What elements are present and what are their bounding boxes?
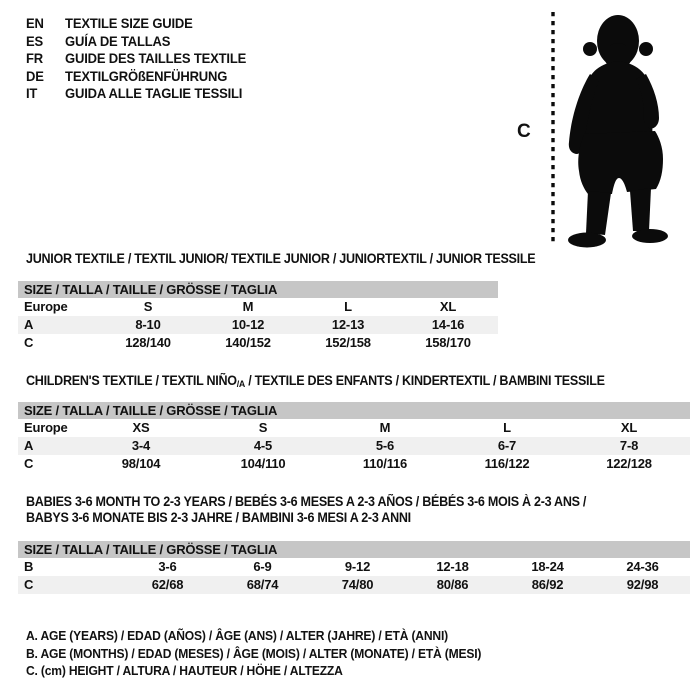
- junior-section-title: JUNIOR TEXTILE / TEXTIL JUNIOR/ TEXTILE JUNIOR / JUNIORTEXTIL / JUNIOR TESSILE: [26, 251, 536, 266]
- table-header-band: [18, 281, 498, 298]
- lang-code: IT: [26, 85, 38, 101]
- size-cell: 7-8: [568, 437, 690, 455]
- row-label: C: [18, 576, 120, 594]
- size-cell: 104/110: [240, 456, 286, 471]
- size-cell: L: [344, 299, 352, 314]
- size-cell: 128/140: [125, 335, 171, 350]
- lang-label: GUÍA DE TALLAS: [65, 32, 171, 49]
- size-cell: 158/170: [425, 335, 471, 350]
- table-row-europe: [18, 298, 498, 316]
- title-text: / TEXTILE DES ENFANTS / KINDERTEXTIL / BAMBINI TESSILE: [245, 373, 605, 388]
- size-cell: S: [258, 420, 268, 435]
- title-line-2: BABYS 3-6 MONATE BIS 2-3 JAHRE / BAMBINI 3-6 MESI A 2-3 ANNI: [26, 510, 411, 525]
- size-cell: 80/86: [405, 576, 500, 594]
- size-cell: 3-4: [80, 437, 202, 455]
- row-label: B: [24, 559, 34, 574]
- lang-code: ES: [26, 32, 44, 49]
- size-cell: M: [242, 299, 254, 314]
- table-header-band: [18, 402, 690, 419]
- size-cell: 116/122: [484, 456, 530, 471]
- size-cell: S: [143, 299, 153, 314]
- lang-row-en: [26, 15, 246, 33]
- row-label: Europe: [24, 420, 68, 435]
- lang-code: DE: [26, 67, 44, 84]
- table-row-age: [18, 437, 690, 455]
- lang-label: GUIDA ALLE TAGLIE TESSILI: [65, 85, 243, 101]
- size-cell: 122/128: [606, 456, 652, 471]
- size-cell: XS: [132, 420, 150, 435]
- table-row-height: [18, 334, 498, 352]
- table-row-age: [18, 316, 498, 334]
- size-header-label: SIZE / TALLA / TAILLE / GRÖSSE / TAGLIA: [18, 281, 498, 298]
- row-label: A: [18, 316, 98, 334]
- size-cell: 62/68: [120, 576, 215, 594]
- size-cell: 8-10: [98, 316, 198, 334]
- measure-legend: [26, 627, 481, 680]
- size-cell: 18-24: [531, 559, 564, 574]
- measure-label-c: C: [517, 121, 531, 142]
- size-cell: 140/152: [225, 335, 271, 350]
- height-measure-figure: [500, 4, 700, 250]
- lang-label: TEXTILE SIZE GUIDE: [65, 15, 193, 31]
- size-cell: 6-7: [446, 437, 568, 455]
- lang-code: EN: [26, 15, 44, 31]
- size-cell: M: [379, 420, 391, 435]
- table-row-height: [18, 576, 690, 594]
- row-label: C: [24, 456, 34, 471]
- lang-label: GUIDE DES TAILLES TEXTILE: [65, 50, 247, 66]
- lang-code: FR: [26, 50, 43, 66]
- size-cell: 110/116: [362, 456, 408, 471]
- size-cell: 9-12: [344, 559, 371, 574]
- size-cell: 152/158: [325, 335, 371, 350]
- legend-line-c: C. (cm) HEIGHT / ALTURA / HAUTEUR / HÖHE / ALTEZZA: [26, 663, 343, 678]
- title-line-1: BABIES 3-6 MONTH TO 2-3 YEARS / BEBÉS 3-6 MESES A 2-3 AÑOS / BÉBÉS 3-6 MOIS À 2-3 ANS /: [26, 494, 587, 509]
- table-row-europe: [18, 419, 690, 437]
- size-cell: 10-12: [198, 316, 298, 334]
- size-cell: 5-6: [324, 437, 446, 455]
- children-size-table: [18, 402, 690, 473]
- size-cell: 86/92: [500, 576, 595, 594]
- size-cell: 12-13: [298, 316, 398, 334]
- size-header-label: SIZE / TALLA / TAILLE / GRÖSSE / TAGLIA: [18, 402, 690, 419]
- table-header-band: [18, 541, 690, 558]
- size-cell: XL: [439, 299, 457, 314]
- table-row-height: [18, 455, 690, 473]
- title-text: CHILDREN'S TEXTILE / TEXTIL NIÑO: [26, 373, 237, 388]
- lang-row-it: [26, 85, 246, 103]
- size-cell: 12-18: [436, 559, 469, 574]
- row-label: Europe: [24, 299, 68, 314]
- junior-size-table: [18, 281, 498, 352]
- lang-label: TEXTILGRÖßENFÜHRUNG: [65, 67, 228, 84]
- lang-row-fr: [26, 50, 246, 68]
- size-header-label: SIZE / TALLA / TAILLE / GRÖSSE / TAGLIA: [18, 541, 690, 558]
- children-section-title: [26, 373, 605, 393]
- size-cell: 3-6: [158, 559, 177, 574]
- size-cell: 92/98: [595, 576, 690, 594]
- babies-section-title: [26, 494, 586, 526]
- row-label: C: [24, 335, 34, 350]
- legend-line-b: B. AGE (MONTHS) / EDAD (MESES) / ÂGE (MOIS) / ALTER (MONATE) / ETÀ (MESI): [26, 645, 482, 661]
- lang-row-de: [26, 68, 246, 86]
- size-cell: 6-9: [253, 559, 272, 574]
- babies-size-table: [18, 541, 690, 594]
- title-subscript: /A: [236, 379, 246, 390]
- size-cell: 98/104: [121, 456, 161, 471]
- language-list: [26, 15, 246, 103]
- size-cell: 14-16: [398, 316, 498, 334]
- size-cell: 24-36: [626, 559, 659, 574]
- table-row-age-months: [18, 558, 690, 576]
- baby-silhouette: [568, 15, 668, 248]
- size-cell: 74/80: [310, 576, 405, 594]
- size-cell: 4-5: [202, 437, 324, 455]
- row-label: A: [18, 437, 80, 455]
- size-cell: XL: [620, 420, 638, 435]
- size-cell: L: [503, 420, 511, 435]
- lang-row-es: [26, 33, 246, 51]
- size-cell: 68/74: [215, 576, 310, 594]
- legend-line-a: A. AGE (YEARS) / EDAD (AÑOS) / ÂGE (ANS) / ALTER (JAHRE) / ETÀ (ANNI): [26, 628, 448, 643]
